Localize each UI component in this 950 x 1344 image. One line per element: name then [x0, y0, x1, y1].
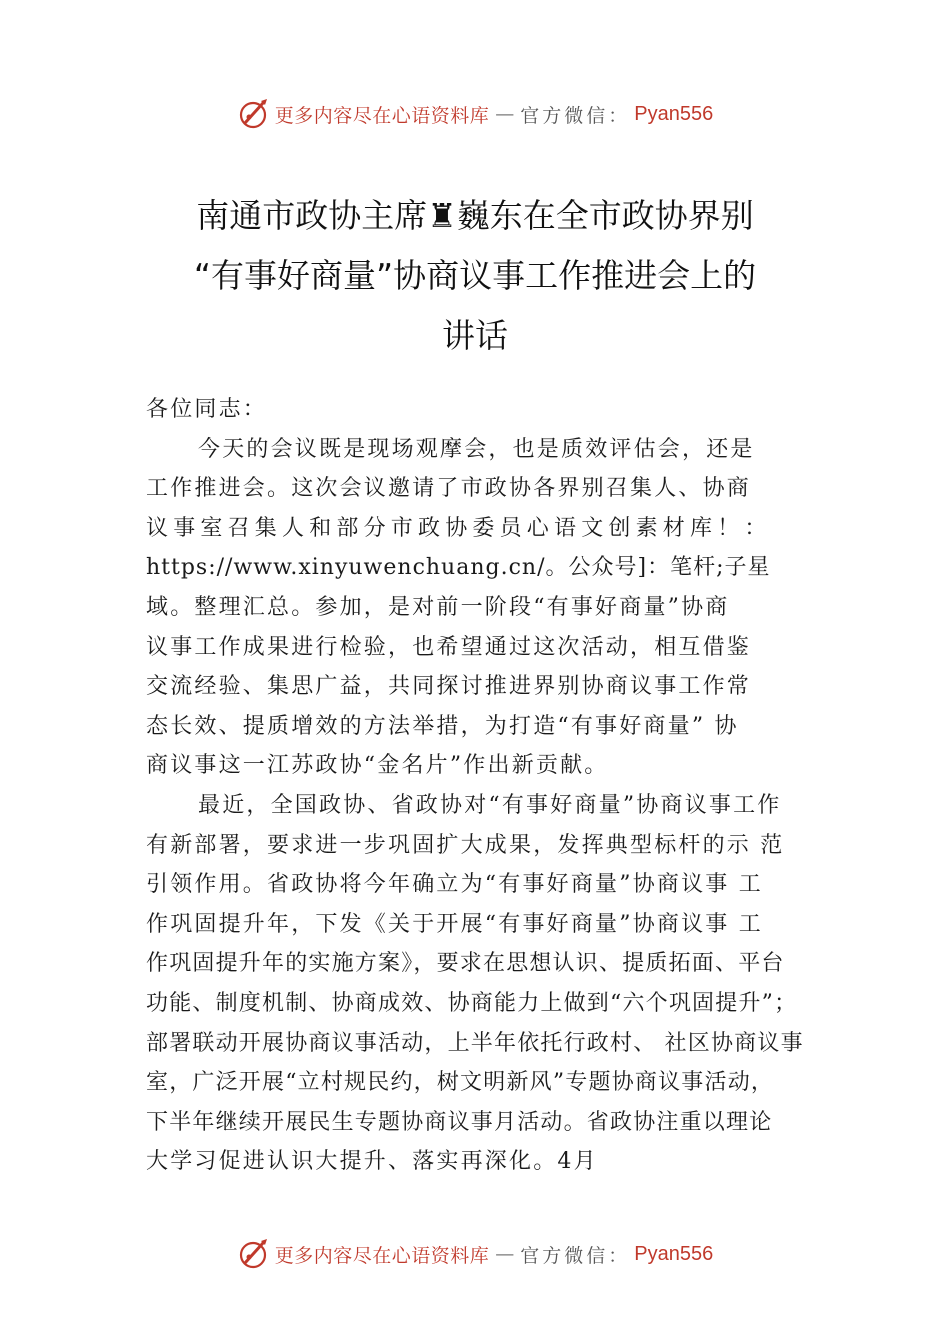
footer-wechat-label: 官方微信：: [520, 1244, 631, 1267]
footer-banner-dash: —: [495, 1243, 515, 1265]
document-body: [146, 390, 836, 1182]
document-title: [0, 186, 950, 366]
header-wechat-label: 官方微信：: [520, 104, 631, 127]
body-line: 下半年继续开展民生专题协商议事月活动。省政协注重以理论: [146, 1109, 773, 1135]
header-wechat-id: Pyan556: [634, 102, 714, 125]
body-line: 作巩固提升年的实施方案》，要求在思想认识、提质拓面、平台: [146, 951, 785, 977]
body-line: 交流经验、集思广益，共同探讨推进界别协商议事工作常: [146, 674, 752, 700]
brush-logo-icon: [237, 97, 271, 131]
body-line: 工作推进会。这次会议邀请了市政协各界别召集人、协商: [146, 476, 752, 502]
body-line: 大学习促进认识大提升、落实再深化。4月: [146, 1149, 598, 1175]
body-line: https://www.xinyuwenchuang.cn/。公众号]：笔杆;子星: [146, 555, 771, 581]
body-line: 今天的会议既是现场观摩会，也是质效评估会，还是: [198, 436, 755, 462]
brush-logo-icon: [237, 1237, 271, 1271]
title-line: 讲话: [442, 316, 508, 355]
body-line: 部署联动开展协商议事活动，上半年依托行政村、 社区协商议事: [146, 1030, 804, 1056]
body-line: 最近，全国政协、省政协对“有事好商量”协商议事工作: [198, 792, 782, 818]
header-banner-text: 更多内容尽在心语资料库: [274, 104, 490, 127]
body-line: 引领作用。省政协将今年确立为“有事好商量”协商议事 工: [146, 872, 763, 898]
body-line: 态长效、提质增效的方法举措，为打造“有事好商量” 协: [146, 713, 739, 739]
body-line: 功能、制度机制、协商成效、协商能力上做到“六个巩固提升”；: [146, 990, 798, 1016]
body-line: 作巩固提升年，下发《关于开展“有事好商量”协商议事 工: [146, 911, 763, 937]
body-line: 议事工作成果进行检验，也希望通过这次活动，相互借鉴: [146, 634, 752, 660]
body-line: 域。整理汇总。参加，是对前一阶段“有事好商量”协商: [146, 594, 730, 620]
body-line: 议事室召集人和部分市政协委员心语文创素材库！：: [146, 515, 772, 541]
footer-banner-text: 更多内容尽在心语资料库: [274, 1244, 490, 1267]
salutation: 各位同志：: [146, 397, 268, 422]
footer-banner: [0, 1234, 950, 1274]
body-line: 商议事这一江苏政协“金名片”作出新贡献。: [146, 753, 609, 779]
header-banner-dash: —: [495, 103, 515, 125]
footer-wechat-id: Pyan556: [634, 1242, 714, 1265]
body-line: 室，广泛开展“立村规民约，树文明新风”专题协商议事活动，: [146, 1070, 775, 1096]
title-line: “有事好商量”协商议事工作推进会上的: [193, 256, 757, 295]
title-line: 南通市政协主席♜巍东在全市政协界别: [196, 196, 754, 235]
body-line: 有新部署，要求进一步巩固扩大成果，发挥典型标杆的示 范: [146, 832, 785, 858]
header-banner: [0, 94, 950, 134]
